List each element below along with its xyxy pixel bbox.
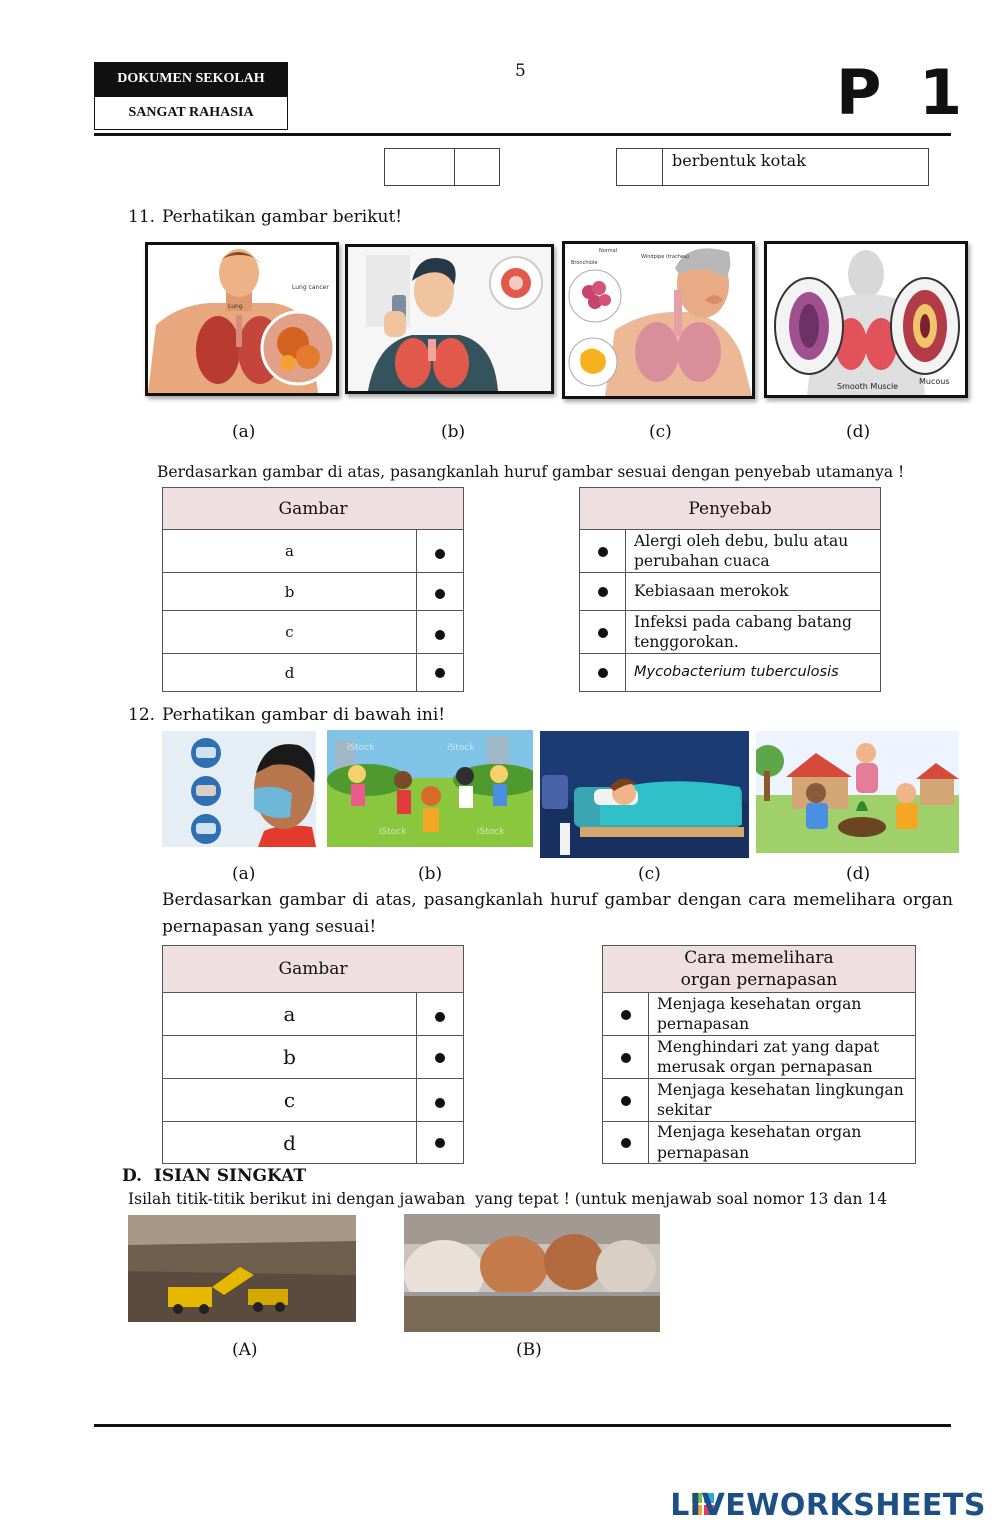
q11-caption-d: (d) xyxy=(846,422,871,442)
q11-right-dot-4[interactable] xyxy=(580,654,626,692)
q11-image-a xyxy=(145,242,339,396)
q12-right-dot-2[interactable] xyxy=(603,1036,649,1079)
fragment-cell-text: berbentuk kotak xyxy=(672,151,806,170)
q11-image-c xyxy=(562,241,755,399)
q12-cara-header-line1: Cara memelihara xyxy=(684,948,834,968)
q12-gambar-a: a xyxy=(163,993,417,1036)
q11-image-d xyxy=(764,241,968,398)
q12-left-dot-c[interactable] xyxy=(417,1079,464,1122)
section-d-instruction: Isilah titik-titik berikut ini dengan jawaban yang tepat ! (untuk menjawab soal nomor 13 dan 14 xyxy=(128,1190,888,1208)
label-bronchiole: Bronchiole xyxy=(571,260,598,266)
q12-cara-1: Menjaga kesehatan organ pernapasan xyxy=(649,993,916,1036)
q12-prompt: Perhatikan gambar di bawah ini! xyxy=(162,705,446,725)
q11-caption-a: (a) xyxy=(232,422,256,442)
label-mucous: Mucous xyxy=(919,377,950,386)
q11-penyebab-header: Penyebab xyxy=(580,488,881,530)
label-lung: Lung xyxy=(228,303,243,310)
watermark-top-right: iStock xyxy=(447,743,475,753)
q12-image-b xyxy=(327,730,533,847)
q12-image-a xyxy=(162,731,316,847)
q12-left-dot-b[interactable] xyxy=(417,1036,464,1079)
q11-caption-b: (b) xyxy=(441,422,466,442)
q12-gambar-b: b xyxy=(163,1036,417,1079)
q12-gambar-table xyxy=(162,945,464,1164)
section-d-title: D. ISIAN SINGKAT xyxy=(122,1166,307,1186)
section-d-image-a xyxy=(128,1215,356,1322)
q12-cara-header xyxy=(603,946,916,993)
watermark-top-left: iStock xyxy=(347,743,375,753)
q12-right-dot-1[interactable] xyxy=(603,993,649,1036)
q12-caption-a: (a) xyxy=(232,864,256,884)
footer-rule xyxy=(94,1424,951,1427)
q11-right-dot-1[interactable] xyxy=(580,530,626,573)
q11-penyebab-2: Kebiasaan merokok xyxy=(626,573,881,611)
q11-left-dot-c[interactable] xyxy=(417,611,464,654)
q12-cara-header-line2: organ pernapasan xyxy=(680,970,838,990)
section-d-caption-b: (B) xyxy=(516,1340,542,1360)
q12-left-dot-d[interactable] xyxy=(417,1122,464,1164)
header-rule xyxy=(94,133,951,136)
q11-left-dot-a[interactable] xyxy=(417,530,464,573)
q12-cara-3: Menjaga kesehatan lingkungan sekitar xyxy=(649,1079,916,1122)
watermark-bottom-left: iStock xyxy=(379,827,407,837)
q12-caption-c: (c) xyxy=(638,864,661,884)
label-windpipe: Windpipe (trachea) xyxy=(641,254,690,260)
fragment-table-right xyxy=(616,148,929,186)
document-label: DOKUMEN SEKOLAH xyxy=(94,62,288,96)
page-number: 5 xyxy=(515,61,526,81)
q11-right-dot-3[interactable] xyxy=(580,611,626,654)
label-normal: Normal xyxy=(599,248,618,254)
q12-instruction: Berdasarkan gambar di atas, pasangkanlah huruf gambar dengan cara memelihara organ pernapasan yang sesuai! xyxy=(162,890,953,937)
q11-penyebab-table xyxy=(579,487,881,692)
q12-gambar-d: d xyxy=(163,1122,417,1164)
q11-number: 11. xyxy=(128,207,156,227)
q11-gambar-c: c xyxy=(163,611,417,654)
q12-caption-d: (d) xyxy=(846,864,871,884)
q11-gambar-table xyxy=(162,487,464,692)
label-lung-cancer: Lung cancer xyxy=(292,284,329,291)
q11-gambar-b: b xyxy=(163,573,417,611)
q11-right-dot-2[interactable] xyxy=(580,573,626,611)
q11-caption-c: (c) xyxy=(649,422,672,442)
q12-image-d xyxy=(756,731,959,853)
section-d-caption-a: (A) xyxy=(232,1340,258,1360)
q12-image-c xyxy=(540,731,749,858)
q11-prompt: Perhatikan gambar berikut! xyxy=(162,207,403,227)
watermark-bottom-right: iStock xyxy=(477,827,505,837)
q11-penyebab-1: Alergi oleh debu, bulu atau perubahan cuaca xyxy=(626,530,881,573)
q11-gambar-d: d xyxy=(163,654,417,692)
label-smooth-muscle: Smooth Muscle xyxy=(837,382,899,391)
q11-penyebab-4: Mycobacterium tuberculosis xyxy=(626,654,881,692)
q11-left-dot-d[interactable] xyxy=(417,654,464,692)
q11-image-b xyxy=(345,244,554,394)
liveworksheets-brand[interactable]: LIVEWORKSHEETS xyxy=(670,1488,986,1523)
q12-number: 12. xyxy=(128,705,156,725)
fragment-table-left xyxy=(384,148,500,186)
q12-cara-2: Menghindari zat yang dapat merusak organ pernapasan xyxy=(649,1036,916,1079)
paper-code: P 1 xyxy=(836,56,971,129)
q12-right-dot-4[interactable] xyxy=(603,1122,649,1164)
q12-right-dot-3[interactable] xyxy=(603,1079,649,1122)
q12-cara-4: Menjaga kesehatan organ pernapasan xyxy=(649,1122,916,1164)
q11-left-dot-b[interactable] xyxy=(417,573,464,611)
q12-gambar-c: c xyxy=(163,1079,417,1122)
q11-gambar-a: a xyxy=(163,530,417,573)
section-d-image-b xyxy=(404,1214,660,1332)
q12-caption-b: (b) xyxy=(418,864,443,884)
q11-instruction: Berdasarkan gambar di atas, pasangkanlah huruf gambar sesuai dengan penyebab utamanya ! xyxy=(157,463,905,481)
secret-label: SANGAT RAHASIA xyxy=(94,96,288,130)
q11-penyebab-3: Infeksi pada cabang batang tenggorokan. xyxy=(626,611,881,654)
q12-left-dot-a[interactable] xyxy=(417,993,464,1036)
q12-cara-table xyxy=(602,945,916,1164)
q12-gambar-header: Gambar xyxy=(163,946,464,993)
q11-gambar-header: Gambar xyxy=(163,488,464,530)
